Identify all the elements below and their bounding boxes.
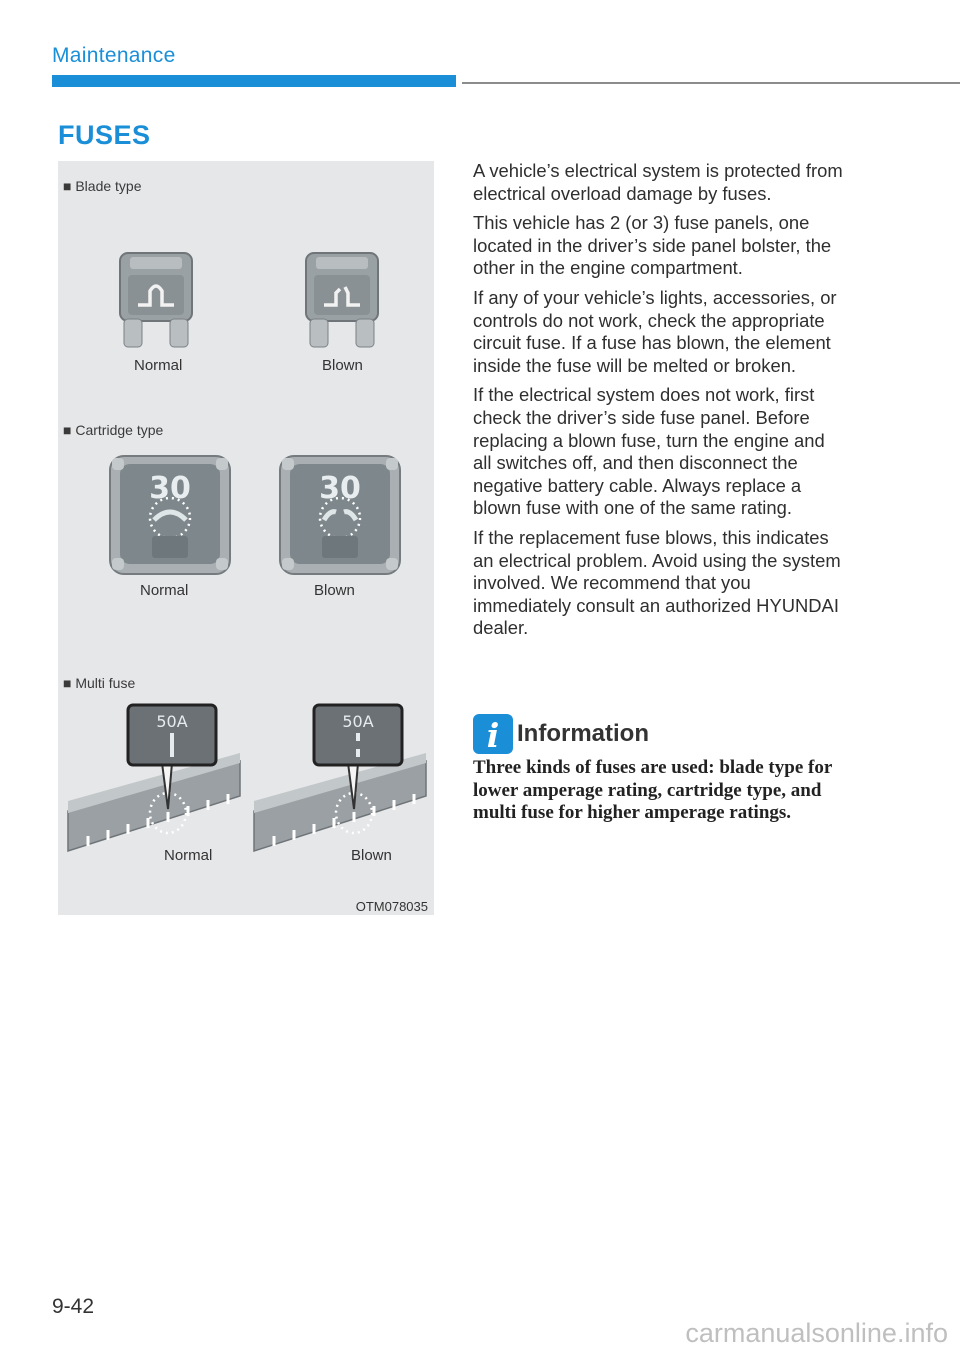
figure-code: OTM078035 bbox=[355, 899, 428, 914]
watermark: carmanualsonline.info bbox=[685, 1318, 948, 1348]
cartridge-type-heading: ■ Cartridge type bbox=[63, 422, 164, 438]
blade-blown-label: Blown bbox=[322, 357, 363, 374]
cartridge-fuse-normal-illustration bbox=[108, 454, 232, 576]
multi-blown-rating: 50A bbox=[342, 712, 374, 731]
page-title: FUSES bbox=[58, 120, 151, 150]
multi-fuse-normal-illustration bbox=[64, 701, 244, 871]
blade-fuse-normal-illustration bbox=[116, 249, 196, 349]
cartridge-normal-rating: 30 bbox=[149, 471, 191, 506]
multi-fuse-heading: ■ Multi fuse bbox=[63, 675, 136, 691]
svg-text:i: i bbox=[486, 716, 500, 754]
information-icon bbox=[473, 714, 513, 754]
paragraph: If any of your vehicle’s lights, accessories, or controls do not work, check the appropriate circuit fuse. If a fuse has blown, the element inside the fuse will be melted or broken. bbox=[473, 286, 837, 376]
cartridge-blown-rating: 30 bbox=[319, 471, 361, 506]
cartridge-fuse-blown-illustration bbox=[278, 454, 402, 576]
multi-blown-label: Blown bbox=[351, 847, 392, 864]
multi-fuse-blown-illustration bbox=[250, 701, 430, 871]
blade-type-heading: ■ Blade type bbox=[63, 178, 142, 194]
multi-normal-rating: 50A bbox=[156, 712, 188, 731]
paragraph: If the electrical system does not work, first check the driver’s side fuse panel. Before replacing a blown fuse, turn the engine and all switches off, and then disconnect the negative battery cable. Always replace a blown fuse with one of the same rating. bbox=[473, 384, 825, 519]
body-text bbox=[473, 160, 848, 647]
information-text: Three kinds of fuses are used: blade type for lower amperage rating, cartridge type, and multi fuse for higher amperage ratings. bbox=[473, 757, 832, 823]
cartridge-blown-label: Blown bbox=[314, 582, 355, 599]
information-title: Information bbox=[517, 720, 649, 747]
header-rule bbox=[462, 82, 960, 84]
paragraph: A vehicle’s electrical system is protected from electrical overload damage by fuses. bbox=[473, 160, 843, 204]
fuse-types-figure bbox=[58, 161, 434, 915]
paragraph: If the replacement fuse blows, this indicates an electrical problem. Avoid using the system involved. We recommend that you immediately consult an authorized HYUNDAI dealer. bbox=[473, 526, 841, 639]
blade-normal-label: Normal bbox=[134, 357, 183, 374]
blade-fuse-blown-illustration bbox=[302, 249, 382, 349]
header-rule-accent bbox=[52, 75, 456, 87]
section-label: Maintenance bbox=[52, 44, 176, 67]
multi-normal-label: Normal bbox=[164, 847, 213, 864]
page-number: 9-42 bbox=[52, 1295, 95, 1318]
paragraph: This vehicle has 2 (or 3) fuse panels, one located in the driver’s side panel bolster, the other in the engine compartment. bbox=[473, 212, 832, 279]
cartridge-normal-label: Normal bbox=[140, 582, 189, 599]
